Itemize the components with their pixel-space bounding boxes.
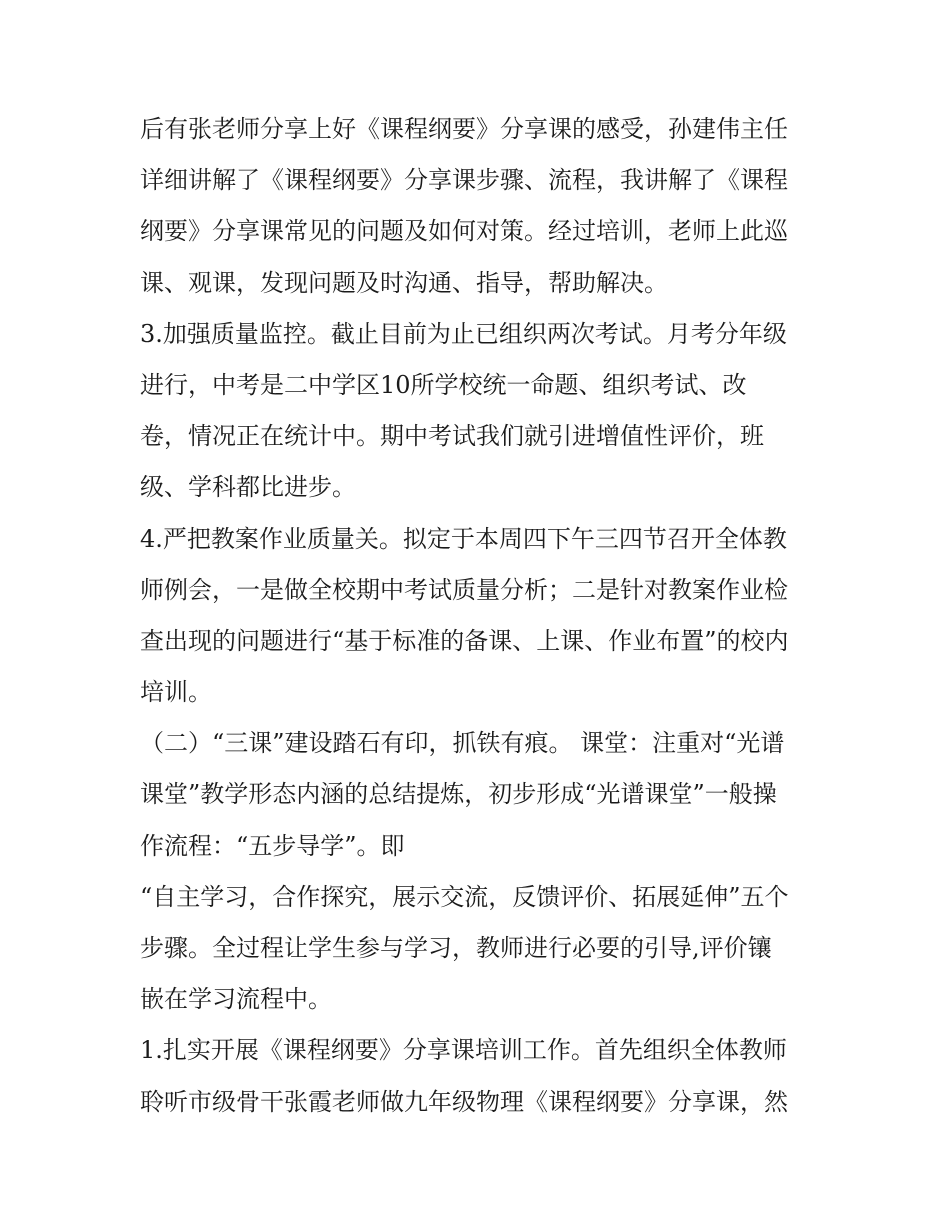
text-line: 卷，情况正在统计中。期中考试我们就引进增值性评价，班 <box>140 422 764 451</box>
text-line: 详细讲解了《课程纲要》分享课步骤、流程，我讲解了《课程 <box>140 166 788 195</box>
text-line: 作流程：“五步导学”。即 <box>140 831 405 860</box>
text-line: 查出现的问题进行“基于标准的备课、上课、作业布置”的校内 <box>140 626 789 655</box>
text-line: 级、学科都比进步。 <box>140 473 356 502</box>
text-line: 培训。 <box>140 678 212 707</box>
text-line: 3.加强质量监控。截止目前为止已组织两次考试。月考分年级 <box>140 319 787 348</box>
text-line: 课堂”教学形态内涵的总结提炼，初步形成“光谱课堂”一般操 <box>140 780 777 809</box>
text-line: 师例会，一是做全校期中考试质量分析；二是针对教案作业检 <box>140 575 788 604</box>
text-line: 聆听市级骨干张霞老师做九年级物理《课程纲要》分享课，然 <box>140 1087 788 1116</box>
text-line: （二）“三课”建设踏石有印，抓铁有痕。 课堂：注重对“光谱 <box>140 729 785 758</box>
text-line: 课、观课，发现问题及时沟通、指导，帮助解决。 <box>140 268 668 297</box>
text-line: 1.扎实开展《课程纲要》分享课培训工作。首先组织全体教师 <box>140 1036 787 1065</box>
text-line: 嵌在学习流程中。 <box>140 985 332 1014</box>
text-line: 纲要》分享课常见的问题及如何对策。经过培训，老师上此巡 <box>140 217 788 246</box>
text-line: 后有张老师分享上好《课程纲要》分享课的感受，孙建伟主任 <box>140 115 788 143</box>
text-line: 进行，中考是二中学区10所学校统一命题、组织考试、改 <box>140 370 747 399</box>
text-line: 4.严把教案作业质量关。拟定于本周四下午三四节召开全体教 <box>140 524 787 553</box>
body-text <box>140 104 820 1128</box>
text-line: 步骤。全过程让学生参与学习，教师进行必要的引导,评价镶 <box>140 934 772 962</box>
text-line: “自主学习，合作探究，展示交流，反馈评价、拓展延伸”五个 <box>140 882 789 911</box>
